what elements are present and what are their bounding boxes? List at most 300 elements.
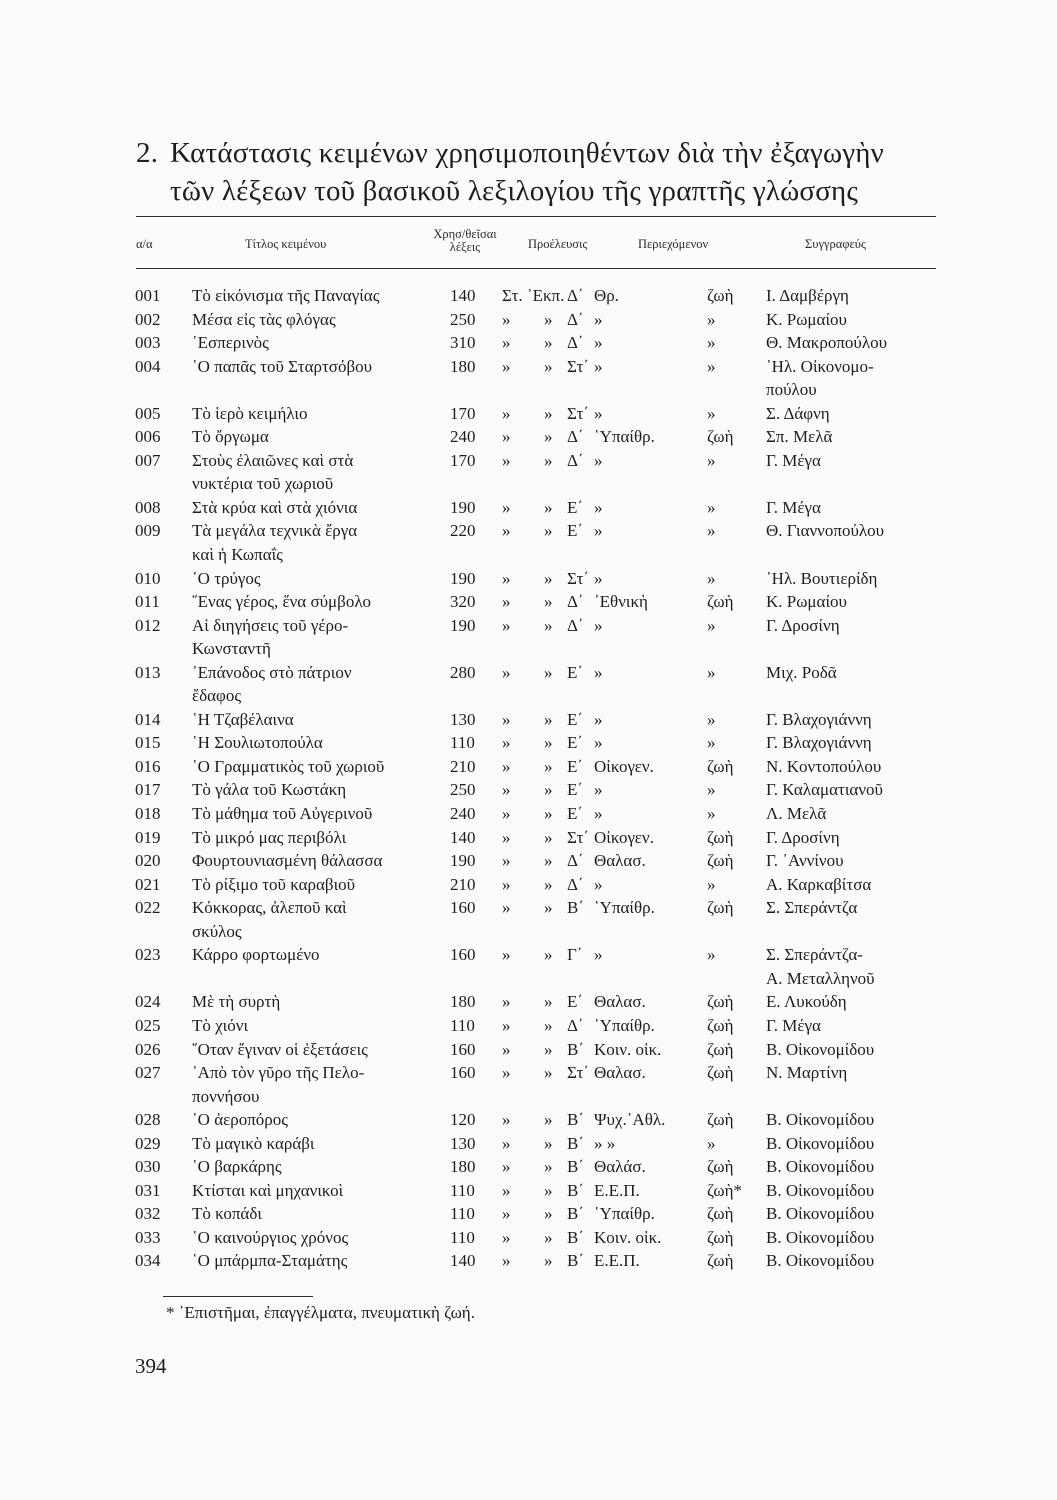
source-book: » bbox=[544, 1204, 553, 1224]
content-life: » bbox=[707, 333, 716, 353]
content-life: » bbox=[707, 615, 716, 635]
grade-level: Ε΄ bbox=[567, 992, 584, 1012]
column-header-no: α/α bbox=[136, 237, 153, 251]
author-name: Γ. Μέγα bbox=[766, 1015, 821, 1035]
text-title: Αἱ διηγήσεις τοῦ γέρο- Κωνσταντῆ bbox=[192, 615, 349, 659]
word-count: 190 bbox=[450, 497, 476, 517]
source-series: » bbox=[502, 662, 511, 682]
source-series: » bbox=[502, 804, 511, 824]
grade-level: Δ΄ bbox=[567, 333, 584, 353]
author-name: Ν. Κοντοπούλου bbox=[766, 756, 882, 776]
content-life: » bbox=[707, 709, 716, 729]
word-count: 180 bbox=[450, 1157, 476, 1177]
source-book: » bbox=[544, 827, 553, 847]
content-life: » bbox=[707, 521, 716, 541]
row-number: 002 bbox=[135, 309, 161, 329]
content-category: Κοιν. οἰκ. bbox=[594, 1039, 662, 1059]
word-count: 180 bbox=[450, 992, 476, 1012]
content-category: » bbox=[594, 945, 603, 965]
table-row bbox=[0, 519, 1057, 566]
row-number: 005 bbox=[135, 403, 161, 423]
author-name: Μιχ. Ροδᾶ bbox=[766, 662, 837, 682]
column-header-words bbox=[418, 228, 512, 254]
text-title: ᾿Απὸ τὸν γῦρο τῆς Πελο- ποννήσου bbox=[192, 1063, 365, 1106]
author-name: ᾿Ηλ. Οἰκονομο- πούλου bbox=[766, 356, 874, 400]
grade-level: Δ΄ bbox=[567, 309, 584, 329]
word-count: 130 bbox=[450, 709, 476, 729]
grade-level: Ε΄ bbox=[567, 756, 584, 776]
content-category: » bbox=[594, 780, 603, 800]
text-title: ῾Ο βαρκάρης bbox=[192, 1157, 282, 1177]
source-series: » bbox=[502, 615, 511, 635]
content-category: » bbox=[594, 733, 603, 753]
source-book: » bbox=[544, 592, 553, 612]
content-life: » bbox=[707, 568, 716, 588]
content-category: ῾Υπαίθρ. bbox=[594, 427, 655, 447]
text-title: Τὰ μεγάλα τεχνικὰ ἔργα καὶ ἡ Κωπαΐς bbox=[192, 521, 358, 565]
author-name: Γ. Καλαματιανοῦ bbox=[766, 780, 883, 800]
content-life: ζωὴ bbox=[707, 1110, 734, 1130]
grade-level: Δ΄ bbox=[567, 851, 584, 871]
source-book: » bbox=[544, 662, 553, 682]
grade-level: Δ΄ bbox=[567, 874, 584, 894]
word-count: 190 bbox=[450, 568, 476, 588]
content-life: ζωὴ bbox=[707, 286, 734, 305]
grade-level: Δ΄ bbox=[567, 427, 584, 447]
table-row bbox=[0, 731, 1057, 755]
row-number: 004 bbox=[135, 356, 161, 376]
word-count: 240 bbox=[450, 804, 476, 824]
author-name: Θ. Μακροπούλου bbox=[766, 333, 888, 353]
word-count: 120 bbox=[450, 1110, 476, 1130]
table-row bbox=[0, 449, 1057, 496]
content-category: Ψυχ.᾿Αθλ. bbox=[594, 1110, 666, 1130]
grade-level: Ε΄ bbox=[567, 497, 584, 517]
text-title: Στοὺς ἐλαιῶνες καὶ στὰ νυκτέρια τοῦ χωριοῦ bbox=[192, 450, 354, 494]
content-life: ζωὴ bbox=[707, 851, 734, 871]
column-header-words-line2: λέξεις bbox=[449, 240, 481, 254]
author-name: Λ. Μελᾶ bbox=[766, 804, 827, 824]
author-name: Β. Οἰκονομίδου bbox=[766, 1204, 875, 1224]
word-count: 140 bbox=[450, 1251, 476, 1271]
row-number: 029 bbox=[135, 1133, 161, 1153]
source-book: » bbox=[544, 851, 553, 871]
source-book: » bbox=[544, 568, 553, 588]
word-count: 310 bbox=[450, 333, 476, 353]
source-series: » bbox=[502, 1157, 511, 1177]
content-life: ζωὴ bbox=[707, 1039, 734, 1059]
source-series: » bbox=[502, 1110, 511, 1130]
text-title: Τὸ ἱερὸ κειμήλιο bbox=[192, 403, 308, 423]
row-number: 018 bbox=[135, 804, 161, 824]
text-title: ῾Εσπερινὸς bbox=[192, 333, 269, 353]
grade-level: Β΄ bbox=[567, 1110, 584, 1130]
table-top-rule bbox=[136, 216, 936, 217]
source-series: » bbox=[502, 450, 511, 470]
word-count: 110 bbox=[450, 1180, 475, 1200]
table-row bbox=[0, 590, 1057, 614]
row-number: 034 bbox=[135, 1251, 161, 1271]
author-name: Β. Οἰκονομίδου bbox=[766, 1180, 875, 1200]
content-life: ζωὴ bbox=[707, 1204, 734, 1224]
grade-level: Β΄ bbox=[567, 1039, 584, 1059]
row-number: 008 bbox=[135, 497, 161, 517]
author-name: Σ. Δάφνη bbox=[766, 403, 830, 423]
grade-level: Ε΄ bbox=[567, 733, 584, 753]
section-heading bbox=[136, 134, 936, 210]
word-count: 210 bbox=[450, 874, 476, 894]
source-book: » bbox=[544, 1015, 553, 1035]
source-series: » bbox=[502, 1227, 511, 1247]
content-life: » bbox=[707, 662, 716, 682]
source-series: » bbox=[502, 733, 511, 753]
source-book: » bbox=[544, 427, 553, 447]
content-life: ζωὴ bbox=[707, 756, 734, 776]
source-book: » bbox=[544, 709, 553, 729]
source-book: » bbox=[544, 1063, 553, 1083]
source-series: » bbox=[502, 1133, 511, 1153]
grade-level: Β΄ bbox=[567, 1180, 584, 1200]
table-row bbox=[0, 355, 1057, 402]
content-category: » bbox=[594, 615, 603, 635]
table-row bbox=[0, 1226, 1057, 1250]
content-category: Θαλάσ. bbox=[594, 1157, 646, 1177]
grade-level: Ε΄ bbox=[567, 662, 584, 682]
text-title: Μὲ τὴ συρτὴ bbox=[192, 992, 281, 1012]
row-number: 027 bbox=[135, 1063, 161, 1083]
source-book: » bbox=[544, 874, 553, 894]
grade-level: Β΄ bbox=[567, 1157, 584, 1177]
grade-level: Δ΄ bbox=[567, 615, 584, 635]
table-row bbox=[0, 802, 1057, 826]
author-name: Γ. Δροσίνη bbox=[766, 615, 840, 635]
content-category: Κοιν. οἰκ. bbox=[594, 1227, 662, 1247]
content-category: » bbox=[594, 662, 603, 682]
word-count: 110 bbox=[450, 1015, 475, 1035]
content-life: ζωὴ bbox=[707, 592, 734, 612]
section-number: 2. bbox=[136, 137, 159, 169]
row-number: 028 bbox=[135, 1110, 161, 1130]
source-series: » bbox=[502, 851, 511, 871]
table-row bbox=[0, 496, 1057, 520]
author-name: Σπ. Μελᾶ bbox=[766, 427, 833, 447]
content-life: » bbox=[707, 804, 716, 824]
author-name: Γ. Μέγα bbox=[766, 497, 821, 517]
content-category: » bbox=[594, 709, 603, 729]
text-title: ῞Ενας γέρος, ἕνα σύμβολο bbox=[192, 592, 372, 612]
table-row bbox=[0, 1179, 1057, 1203]
source-series: » bbox=[502, 1063, 511, 1083]
content-life: » bbox=[707, 780, 716, 800]
text-title: ῾Ο μπάρμπα-Σταμάτης bbox=[192, 1251, 348, 1271]
source-series: » bbox=[502, 945, 511, 965]
footnote-rule bbox=[163, 1296, 313, 1297]
content-life: ζωὴ* bbox=[707, 1180, 743, 1200]
author-name: Γ. Μέγα bbox=[766, 450, 821, 470]
row-number: 020 bbox=[135, 851, 161, 871]
page-number: 394 bbox=[135, 1354, 167, 1378]
table-row bbox=[0, 826, 1057, 850]
grade-level: Στ΄ bbox=[567, 1063, 590, 1083]
source-series: » bbox=[502, 333, 511, 353]
source-book: » bbox=[544, 403, 553, 423]
source-book: » bbox=[544, 898, 553, 918]
text-title: Φουρτουνιασμένη θάλασσα bbox=[192, 851, 383, 871]
row-number: 009 bbox=[135, 521, 161, 541]
content-category: Θαλασ. bbox=[594, 1063, 646, 1083]
heading-text-1: Κατάστασις κειμένων χρησιμοποιηθέντων διὰ τὴν ἐξαγωγὴν bbox=[170, 137, 884, 169]
text-title: ῾Ο ἀεροπόρος bbox=[192, 1110, 289, 1130]
grade-level: Β΄ bbox=[567, 898, 584, 918]
grade-level: Στ΄ bbox=[567, 827, 590, 847]
row-number: 016 bbox=[135, 756, 161, 776]
word-count: 160 bbox=[450, 1039, 476, 1059]
source-series: » bbox=[502, 1251, 511, 1271]
author-name: Β. Οἰκονομίδου bbox=[766, 1157, 875, 1177]
row-number: 013 bbox=[135, 662, 161, 682]
text-title: Τὸ μικρό μας περιβόλι bbox=[192, 827, 347, 847]
source-book: » bbox=[544, 804, 553, 824]
table-row bbox=[0, 990, 1057, 1014]
source-series: » bbox=[502, 497, 511, 517]
source-book: » bbox=[544, 521, 553, 541]
source-series: » bbox=[502, 1039, 511, 1059]
grade-level: Στ΄ bbox=[567, 403, 590, 423]
grade-level: Ε΄ bbox=[567, 521, 584, 541]
source-series: » bbox=[502, 592, 511, 612]
word-count: 170 bbox=[450, 450, 476, 470]
content-category: ῾Υπαίθρ. bbox=[594, 1204, 655, 1224]
table-row bbox=[0, 708, 1057, 732]
table-row bbox=[0, 1108, 1057, 1132]
text-title: Κάρρο φορτωμένο bbox=[192, 945, 320, 965]
source-book: » bbox=[544, 992, 553, 1012]
table-row bbox=[0, 778, 1057, 802]
word-count: 170 bbox=[450, 403, 476, 423]
heading-line-1 bbox=[136, 134, 936, 172]
source-book: » bbox=[544, 450, 553, 470]
table-row bbox=[0, 1249, 1057, 1273]
content-category: » bbox=[594, 568, 603, 588]
author-name: Ι. Δαμβέργη bbox=[766, 286, 849, 305]
content-life: » bbox=[707, 945, 716, 965]
text-title: ᾿Επάνοδος στὸ πάτριον ἔδαφος bbox=[192, 662, 352, 706]
author-name: Γ. Βλαχογιάννη bbox=[766, 709, 872, 729]
row-number: 022 bbox=[135, 898, 161, 918]
source-book: » bbox=[544, 1251, 553, 1271]
author-name: Γ. ᾿Αννίνου bbox=[766, 851, 844, 871]
content-life: ζωὴ bbox=[707, 827, 734, 847]
source-book: » bbox=[544, 1110, 553, 1130]
word-count: 180 bbox=[450, 356, 476, 376]
word-count: 160 bbox=[450, 945, 476, 965]
text-title: Τὸ ρίξιμο τοῦ καραβιοῦ bbox=[192, 874, 356, 894]
table-row bbox=[0, 614, 1057, 661]
author-name: Θ. Γιαννοπούλου bbox=[766, 521, 885, 541]
text-title: ῾Ο καινούργιος χρόνος bbox=[192, 1227, 349, 1247]
grade-level: Δ΄ bbox=[567, 1015, 584, 1035]
text-title: Τὸ εἰκόνισμα τῆς Παναγίας bbox=[192, 286, 380, 305]
source-book: » bbox=[544, 615, 553, 635]
word-count: 110 bbox=[450, 733, 475, 753]
row-number: 017 bbox=[135, 780, 161, 800]
content-category: » bbox=[594, 874, 603, 894]
source-series: » bbox=[502, 1180, 511, 1200]
author-name: Κ. Ρωμαίου bbox=[766, 309, 847, 329]
text-title: ῾Η Τζαβέλαινα bbox=[192, 709, 294, 729]
word-count: 210 bbox=[450, 756, 476, 776]
table-row bbox=[0, 873, 1057, 897]
source-series: » bbox=[502, 568, 511, 588]
row-number: 025 bbox=[135, 1015, 161, 1035]
row-number: 019 bbox=[135, 827, 161, 847]
grade-level: Δ΄ bbox=[567, 450, 584, 470]
row-number: 014 bbox=[135, 709, 161, 729]
word-count: 190 bbox=[450, 615, 476, 635]
text-title: Τὸ χιόνι bbox=[192, 1015, 249, 1035]
source-book: » bbox=[544, 733, 553, 753]
row-number: 021 bbox=[135, 874, 161, 894]
content-life: » bbox=[707, 497, 716, 517]
table-row bbox=[0, 425, 1057, 449]
table-row bbox=[0, 896, 1057, 943]
source-series: » bbox=[502, 1204, 511, 1224]
content-life: » bbox=[707, 1133, 716, 1153]
source-book: » bbox=[544, 756, 553, 776]
row-number: 010 bbox=[135, 568, 161, 588]
word-count: 160 bbox=[450, 898, 476, 918]
text-title: Τὸ μάθημα τοῦ Αὐγερινοῦ bbox=[192, 804, 373, 824]
grade-level: Στ΄ bbox=[567, 356, 590, 376]
grade-level: Δ΄ bbox=[567, 592, 584, 612]
author-name: Β. Οἰκονομίδου bbox=[766, 1039, 875, 1059]
footnote: * ᾿Επιστῆμαι, ἐπαγγέλματα, πνευματικὴ ζωή. bbox=[166, 1303, 475, 1322]
table-row bbox=[0, 1202, 1057, 1226]
content-life: » bbox=[707, 450, 716, 470]
source-series: » bbox=[502, 403, 511, 423]
row-number: 030 bbox=[135, 1157, 161, 1177]
grade-level: Β΄ bbox=[567, 1133, 584, 1153]
author-name: Γ. Βλαχογιάννη bbox=[766, 733, 872, 753]
source-series: » bbox=[502, 780, 511, 800]
text-title: Κτίσται καὶ μηχανικοὶ bbox=[192, 1180, 344, 1200]
source-book: » bbox=[544, 497, 553, 517]
author-name: Κ. Ρωμαίου bbox=[766, 592, 847, 612]
content-life: » bbox=[707, 403, 716, 423]
table-row bbox=[0, 1014, 1057, 1038]
source-book: » bbox=[544, 1227, 553, 1247]
row-number: 024 bbox=[135, 992, 161, 1012]
table-body bbox=[0, 284, 1057, 1273]
table-row bbox=[0, 308, 1057, 332]
content-life: » bbox=[707, 309, 716, 329]
content-category: Οἰκογεν. bbox=[594, 756, 654, 776]
word-count: 190 bbox=[450, 851, 476, 871]
text-title: Κόκκορας, ἀλεποῦ καὶ σκύλος bbox=[192, 898, 347, 941]
author-name: Ε. Λυκούδη bbox=[766, 992, 847, 1012]
word-count: 110 bbox=[450, 1227, 475, 1247]
content-category: Ε.Ε.Π. bbox=[594, 1251, 640, 1271]
text-title: Τὸ γάλα τοῦ Κωστάκη bbox=[192, 780, 347, 800]
content-category: Θρ. bbox=[594, 286, 620, 305]
row-number: 023 bbox=[135, 945, 161, 965]
column-header-source: Προέλευσις bbox=[528, 237, 588, 251]
source-book: » bbox=[544, 945, 553, 965]
author-name: ᾿Ηλ. Βουτιερίδη bbox=[766, 568, 878, 588]
content-life: » bbox=[707, 356, 716, 376]
content-category: » bbox=[594, 521, 603, 541]
grade-level: Ε΄ bbox=[567, 709, 584, 729]
table-row bbox=[0, 661, 1057, 708]
row-number: 033 bbox=[135, 1227, 161, 1247]
content-category: » bbox=[594, 804, 603, 824]
word-count: 320 bbox=[450, 592, 476, 612]
content-category: » bbox=[594, 403, 603, 423]
word-count: 140 bbox=[450, 286, 476, 305]
row-number: 031 bbox=[135, 1180, 161, 1200]
content-life: ζωὴ bbox=[707, 1227, 734, 1247]
content-category: » » bbox=[594, 1133, 616, 1153]
table-row bbox=[0, 1061, 1057, 1108]
row-number: 032 bbox=[135, 1204, 161, 1224]
column-header-title: Τίτλος κειμένου bbox=[245, 237, 327, 251]
heading-line-2: τῶν λέξεων τοῦ βασικοῦ λεξιλογίου τῆς γραπτῆς γλώσσης bbox=[170, 175, 859, 207]
table-row bbox=[0, 1132, 1057, 1156]
word-count: 250 bbox=[450, 309, 476, 329]
text-title: Τὸ ὄργωμα bbox=[192, 427, 269, 447]
author-name: Β. Οἰκονομίδου bbox=[766, 1133, 875, 1153]
author-name: Β. Οἰκονομίδου bbox=[766, 1251, 875, 1271]
column-header-content: Περιεχόμενον bbox=[638, 237, 709, 251]
source-series: » bbox=[502, 992, 511, 1012]
text-title: ῞Οταν ἔγιναν οἱ ἐξετάσεις bbox=[192, 1039, 368, 1059]
text-title: ῾Ο τρύγος bbox=[192, 568, 261, 588]
content-category: ῾Υπαίθρ. bbox=[594, 898, 655, 918]
author-name: Σ. Σπεράντζα- Α. Μεταλληνοῦ bbox=[766, 945, 875, 988]
source-series: Στ. ᾿Εκπ. bbox=[502, 286, 565, 305]
word-count: 130 bbox=[450, 1133, 476, 1153]
source-series: » bbox=[502, 1015, 511, 1035]
word-count: 140 bbox=[450, 827, 476, 847]
content-life: ζωὴ bbox=[707, 1251, 734, 1271]
source-series: » bbox=[502, 827, 511, 847]
table-row bbox=[0, 1155, 1057, 1179]
row-number: 006 bbox=[135, 427, 161, 447]
text-title: ῾Ο παπᾶς τοῦ Σταρτσόβου bbox=[192, 356, 373, 376]
text-title: ῾Ο Γραμματικὸς τοῦ χωριοῦ bbox=[192, 756, 385, 776]
source-series: » bbox=[502, 521, 511, 541]
content-category: ᾿Εθνικὴ bbox=[594, 592, 648, 612]
content-category: ῾Υπαίθρ. bbox=[594, 1015, 655, 1035]
author-name: Γ. Δροσίνη bbox=[766, 827, 840, 847]
content-life: ζωὴ bbox=[707, 898, 734, 918]
table-row bbox=[0, 402, 1057, 426]
row-number: 012 bbox=[135, 615, 161, 635]
source-book: » bbox=[544, 1133, 553, 1153]
grade-level: Γ΄ bbox=[567, 945, 583, 965]
grade-level: Στ΄ bbox=[567, 568, 590, 588]
grade-level: Ε΄ bbox=[567, 780, 584, 800]
table-row bbox=[0, 567, 1057, 591]
word-count: 240 bbox=[450, 427, 476, 447]
content-life: » bbox=[707, 874, 716, 894]
table-row bbox=[0, 755, 1057, 779]
content-life: ζωὴ bbox=[707, 427, 734, 447]
word-count: 250 bbox=[450, 780, 476, 800]
content-category: Θαλασ. bbox=[594, 992, 646, 1012]
author-name: Β. Οἰκονομίδου bbox=[766, 1110, 875, 1130]
row-number: 011 bbox=[135, 592, 160, 612]
